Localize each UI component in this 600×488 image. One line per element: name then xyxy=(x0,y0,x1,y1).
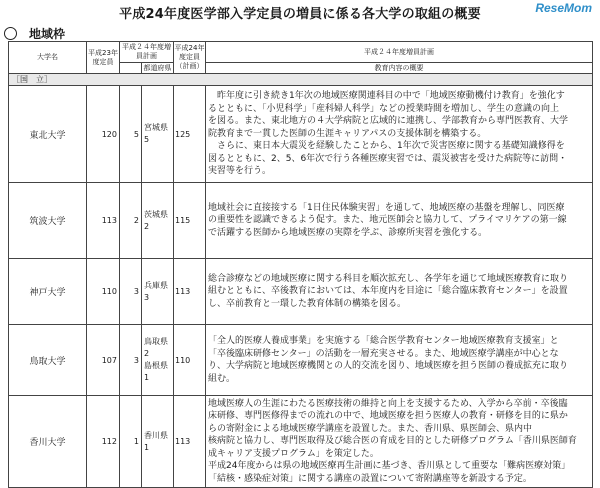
overview-line: 核病院と協力し、専門医取得及び総合医の育成を目的とした研修プログラム「香川県医師育 xyxy=(208,436,577,447)
table-row xyxy=(9,86,593,183)
prefecture-allocation: 兵庫県 3 xyxy=(142,259,174,325)
education-overview xyxy=(206,396,593,488)
overview-line: の重要性を認識できるよう促す。また、地元医師会と協力して、プライマリケアの第一線 xyxy=(208,215,567,226)
education-overview xyxy=(206,86,593,183)
header-prefecture: 都道府県 xyxy=(143,63,172,72)
prefecture-allocation: 宮城県 5 xyxy=(142,86,174,183)
increase-count: 1 xyxy=(120,396,142,488)
education-overview xyxy=(206,325,593,396)
capacity-24: 113 xyxy=(174,396,206,488)
overview-line: 「卒後臨床研修センター」の活動を一層充実させる。また、地域医療学講座が中心とな xyxy=(208,348,559,359)
quota-table xyxy=(8,41,593,488)
table-row xyxy=(9,396,593,488)
overview-line: を図る。また、東北地方の４大学病院と広域的に連携し、学部教育から専門医教育、大学 xyxy=(208,116,569,127)
page-title: 平成24年度医学部入学定員の増員に係る各大学の取組の概要 xyxy=(119,7,481,22)
brand-logo: ReseMom xyxy=(535,1,592,15)
header-capacity-23: 平成23年度定員 xyxy=(87,42,120,74)
capacity-23: 113 xyxy=(87,183,120,259)
overview-line: 床研修、専門医修得までの流れの中で、地域医療を担う医療人の教育・研修を目的に県か xyxy=(208,411,568,422)
overview-line: り、大学病院と地域医療機関との人的交流を図り、地域医療を担う医師の養成拡充に取り xyxy=(208,361,569,371)
capacity-24: 110 xyxy=(174,325,206,396)
overview-line: 実習等を行う。 xyxy=(208,166,272,177)
section-heading xyxy=(4,25,65,42)
overview-line: 院教育まで一貫した医師の生涯キャリアパスの支援体制を構築する。 xyxy=(208,128,487,139)
section-label: 地域枠 xyxy=(29,27,66,41)
header-content: 教育内容の概要 xyxy=(206,63,593,74)
overview-line: 総合診療などの地域医療に関する科目を順次拡充し、各学年を通じて地域医療教育に取り xyxy=(208,273,569,284)
overview-line: らの寄附金による地域医療学講座を設置した。また、香川県、県医師会、県内中 xyxy=(208,423,533,434)
table-row xyxy=(9,325,593,396)
university-name: 筑波大学 xyxy=(9,183,87,259)
header-university: 大学名 xyxy=(9,42,87,74)
header-plan-24: 平成２４年度増員計画 xyxy=(206,42,593,63)
university-name: 神戸大学 xyxy=(9,259,87,325)
overview-line: 「結核・感染症対策」に関する講座の設置について寄附講座等を新設する予定。 xyxy=(208,473,532,484)
overview-line: で活躍する医師から地域医療の実際を学ぶ、診療所実習を強化する。 xyxy=(208,227,488,238)
capacity-23: 112 xyxy=(87,396,120,488)
group-label: ［国 立］ xyxy=(9,74,593,86)
overview-line: 図るとともに、2、5、6年次で行う各種医療実習では、震災被害を受けた病院等に訪問・ xyxy=(208,153,568,164)
overview-line: 組むとともに、卒後教育においては、本年度内を目途に「総合臨床教育センター」を設置 xyxy=(208,286,568,297)
prefecture-allocation: 香川県 1 xyxy=(142,396,174,488)
increase-count: 3 xyxy=(120,325,142,396)
overview-line: さらに、東日本大震災を経験したことから、1年次で災害医療に関する基礎知識修得を xyxy=(208,141,565,152)
university-name: 鳥取大学 xyxy=(9,325,87,396)
capacity-24: 125 xyxy=(174,86,206,183)
education-overview xyxy=(206,183,593,259)
capacity-24: 115 xyxy=(174,183,206,259)
circle-bullet-icon xyxy=(4,27,17,40)
capacity-23: 110 xyxy=(87,259,120,325)
prefecture-allocation xyxy=(142,325,174,396)
increase-count: 2 xyxy=(120,183,142,259)
table-row xyxy=(9,183,593,259)
overview-line: 成キャリア支援プログラム」を策定した。 xyxy=(208,448,379,459)
university-name: 東北大学 xyxy=(9,86,87,183)
capacity-23: 120 xyxy=(87,86,120,183)
increase-count: 3 xyxy=(120,259,142,325)
university-name: 香川大学 xyxy=(9,396,87,488)
header-capacity-24: 平成24年度定員（計画） xyxy=(174,42,206,74)
prefecture-line: 鳥取県 2 xyxy=(144,337,168,358)
overview-line: 昨年度に引き続き1年次の地域医療関連科目の中で「地域医療動機付け教育」を強化す xyxy=(208,91,565,102)
capacity-24: 113 xyxy=(174,259,206,325)
header-blank xyxy=(120,63,142,74)
overview-line: 地域医療人の生涯にわたる医療技術の維持と向上を支援するため、入学から卒前・卒後臨 xyxy=(208,398,568,409)
table-row xyxy=(9,259,593,325)
overview-line: 地域社会に直接接する「1日住民体験実習」を通して、地域医療の基盤を理解し、同医療 xyxy=(208,202,565,213)
education-overview xyxy=(206,259,593,325)
increase-count: 5 xyxy=(120,86,142,183)
header-plan-group: 平成２４年度増員計画 xyxy=(120,42,174,63)
capacity-23: 107 xyxy=(87,325,120,396)
overview-line: 「全人的医療人養成事業」を実施する「総合医学教育センター地域医療教育支援室」と xyxy=(208,336,559,346)
overview-line: 平成24年度からは県の地域医療再生計画に基づき、香川県として重要な「難病医療対策」 xyxy=(208,461,571,472)
overview-line: るとともに、「小児科学」「産科婦人科学」などの授業時間を増加し、学生の意識の向上 xyxy=(208,103,560,114)
prefecture-line: 島根県 1 xyxy=(144,361,168,382)
prefecture-allocation: 茨城県 2 xyxy=(142,183,174,259)
overview-line: 組む。 xyxy=(208,373,236,384)
overview-line: し、卒前教育と一環した教育体制の構築を図る。 xyxy=(208,298,407,309)
